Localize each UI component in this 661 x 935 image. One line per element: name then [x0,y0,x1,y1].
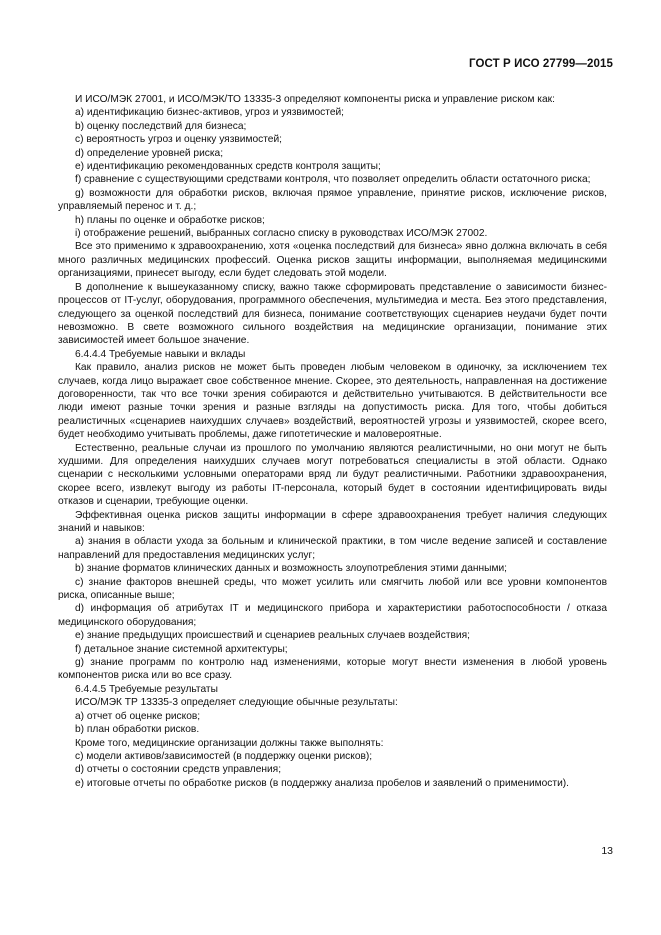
section-heading: 6.4.4.4 Требуемые навыки и вклады [75,348,246,360]
paragraph: И ИСО/МЭК 27001, и ИСО/МЭК/ТО 13335-3 определяют компоненты риска и управление риском как: [75,94,555,105]
list-item: e) итоговые отчеты по обработке рисков (в поддержку анализа пробелов и заявлений о применимости). [75,777,569,789]
list-item: h) планы по оценке и обработке рисков; [75,214,265,226]
list-item: b) план обработки рисков. [75,724,200,736]
section-heading: 6.4.4.5 Требуемые результаты [75,683,218,695]
paragraph: ИСО/МЭК ТР 13335-3 определяет следующие обычные результаты: [75,697,398,709]
document-header: ГОСТ Р ИСО 27799—2015 [468,58,613,70]
list-item: a) отчет об оценке рисков; [75,710,201,722]
list-item: g) возможности для обработки рисков, включая прямое управление, принятие рисков, исключение рисков, управляемый перенос и т. д.; [58,187,607,213]
paragraph: Естественно, реальные случаи из прошлого по умолчанию являются реалистичными, но они могут не быть худшими. Для определения наихудших случаев могут потребоваться специалисты в этой области. Однако сценарии с несколькими условными операторами вряд ли будут реалистичными. Работники здравоохранения, скорее всего, извлекут выгоду из работы IT-персонала, который будет в состоянии идентифицировать виды отказов и сценарии, требующие оценки. [58,442,607,508]
paragraph: Все это применимо к здравоохранению, хотя «оценка последствий для бизнеса» явно должна включать в себя много различных медицинских профессий. Оценка рисков защиты информации, выполняемая медицинскими организациями, принесет выгоду, если будет следовать этой модели. [58,241,607,280]
list-item: d) определение уровней риска; [75,147,224,159]
list-item: f) сравнение с существующими средствами контроля, что позволяет определить области остаточного риска; [75,174,591,186]
paragraph: В дополнение к вышеуказанному списку, важно также сформировать представление о зависимости бизнес-процессов от IT-услуг, оборудования, программного обеспечения, мультимедиа и места. Без этого представления, следующего за оценкой последствий для бизнеса, понимание соответствующих сценариев неудачи будет почти невозможно. В свете возможного сильного воздействия на медицинские организации, понимание этих зависимостей имеет большое значение. [58,281,607,347]
list-item: c) знание факторов внешней среды, что может усилить или смягчить любой или все уровни компонентов риска, описанные выше; [58,576,607,602]
list-item: e) идентификацию рекомендованных средств контроля защиты; [75,161,381,173]
list-item: d) информация об атрибутах IT и медицинского прибора и характеристики работоспособности / отказа медицинского оборудования; [58,603,607,628]
list-item: c) модели активов/зависимостей (в поддержку оценки рисков); [75,750,373,762]
list-item: a) знания в области ухода за больным и клинической практики, в том числе ведение записей и составление направлений для предоставления медицинских услуг; [58,536,607,561]
paragraph: Эффективная оценка рисков защиты информации в сфере здравоохранения требует наличия следующих знаний и навыков: [58,509,607,534]
paragraph: Кроме того, медицинские организации должны также выполнять: [75,737,384,749]
document-body [58,93,607,790]
list-item: c) вероятность угроз и оценку уязвимостей; [75,134,282,146]
list-item: d) отчеты о состоянии средств управления; [75,764,282,776]
list-item: f) детальное знание системной архитектуры; [75,643,288,655]
list-item: b) оценку последствий для бизнеса; [75,120,247,132]
list-item: b) знание форматов клинических данных и возможность злоупотребления этими данными; [75,563,507,575]
paragraph: Как правило, анализ рисков не может быть проведен любым человеком в одиночку, за исключением тех случаев, когда лицо выражает свое собственное мнение. Скорее, это деятельность, направленная на достижение договоренности, так что все точки зрения собираются и действительно учитываются. В действительности все люди имеют разные точки зрения и разные взгляды на допустимость риска. Для того, чтобы добиться реалистичных «сценариев наихудших случаев» воздействий, вероятностей угрозы и уязвимостей, скорее всего, будет необходимо учитывать проблемы, даже гипотетические и маловероятные. [58,362,607,441]
list-item: i) отображение решений, выбранных согласно списку в руководствах ИСО/МЭК 27002. [75,228,488,240]
list-item: e) знание предыдущих происшествий и сценариев реальных случаев воздействия; [75,630,470,642]
list-item: g) знание программ по контролю над изменениями, которые могут внести изменения в любой уровень компонентов риска или во все сразу. [58,657,607,682]
page-number: 13 [601,845,613,857]
list-item: a) идентификацию бизнес-активов, угроз и уязвимостей; [75,107,345,119]
